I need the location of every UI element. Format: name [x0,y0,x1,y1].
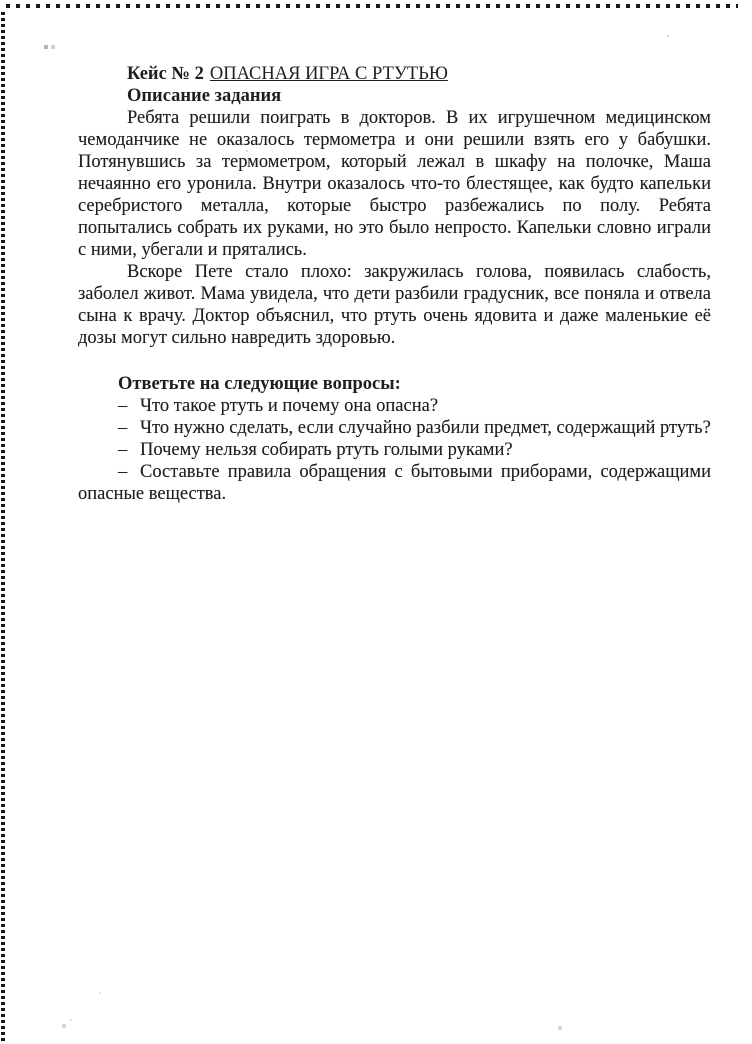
question-item-1 [78,395,711,417]
bullet-dash: – [118,396,128,416]
case-title-main: ОПАСНАЯ ИГРА С РТУТЬЮ [209,64,448,84]
document-content [78,63,711,505]
page-edge-dotted-top [6,4,738,8]
question-item-4 [78,461,711,505]
bullet-dash: – [118,440,128,460]
question-text: Почему нельзя собирать ртуть голыми руками? [140,440,513,460]
question-item-2 [78,417,711,439]
scan-noise [0,0,2,2]
page-edge-dotted-left [1,12,5,1042]
bullet-dash: – [118,462,128,482]
paragraph-2: Вскоре Пете стало плохо: закружилась голова, появилась слабость, заболел живот. Мама увидела, что дети разбили градусник, все поняла и отвела сына к врачу. Доктор объяснил, что ртуть очень ядовита и даже маленькие её дозы могут сильно навредить здоровью. [78,262,711,348]
case-title [78,63,711,85]
question-text: Что нужно сделать, если случайно разбили предмет, содержащий ртуть? [140,418,711,438]
question-text: Что такое ртуть и почему она опасна? [140,396,439,416]
bullet-dash: – [118,418,128,438]
case-title-prefix: Кейс № 2 [127,64,204,84]
section-subtitle: Описание задания [127,86,282,106]
paragraph-1: Ребята решили поиграть в докторов. В их игрушечном медицинском чемоданчике не оказалось термометра и они решили взять его у бабушки. Потянувшись за термометром, который лежал в шкафу на полочке, Маша нечаянно его уронила. Внутри оказалось что-то блестящее, как будто капельки серебристого металла, которые быстро разбежались по полу. Ребята попытались собрать их руками, но это было непросто. Капельки словно играли с ними, убегали и прятались. [78,108,711,260]
questions-heading: Ответьте на следующие вопросы: [118,374,401,394]
question-item-3 [78,439,711,461]
question-text: Составьте правила обращения с бытовыми приборами, содержащими опасные вещества. [78,462,711,504]
